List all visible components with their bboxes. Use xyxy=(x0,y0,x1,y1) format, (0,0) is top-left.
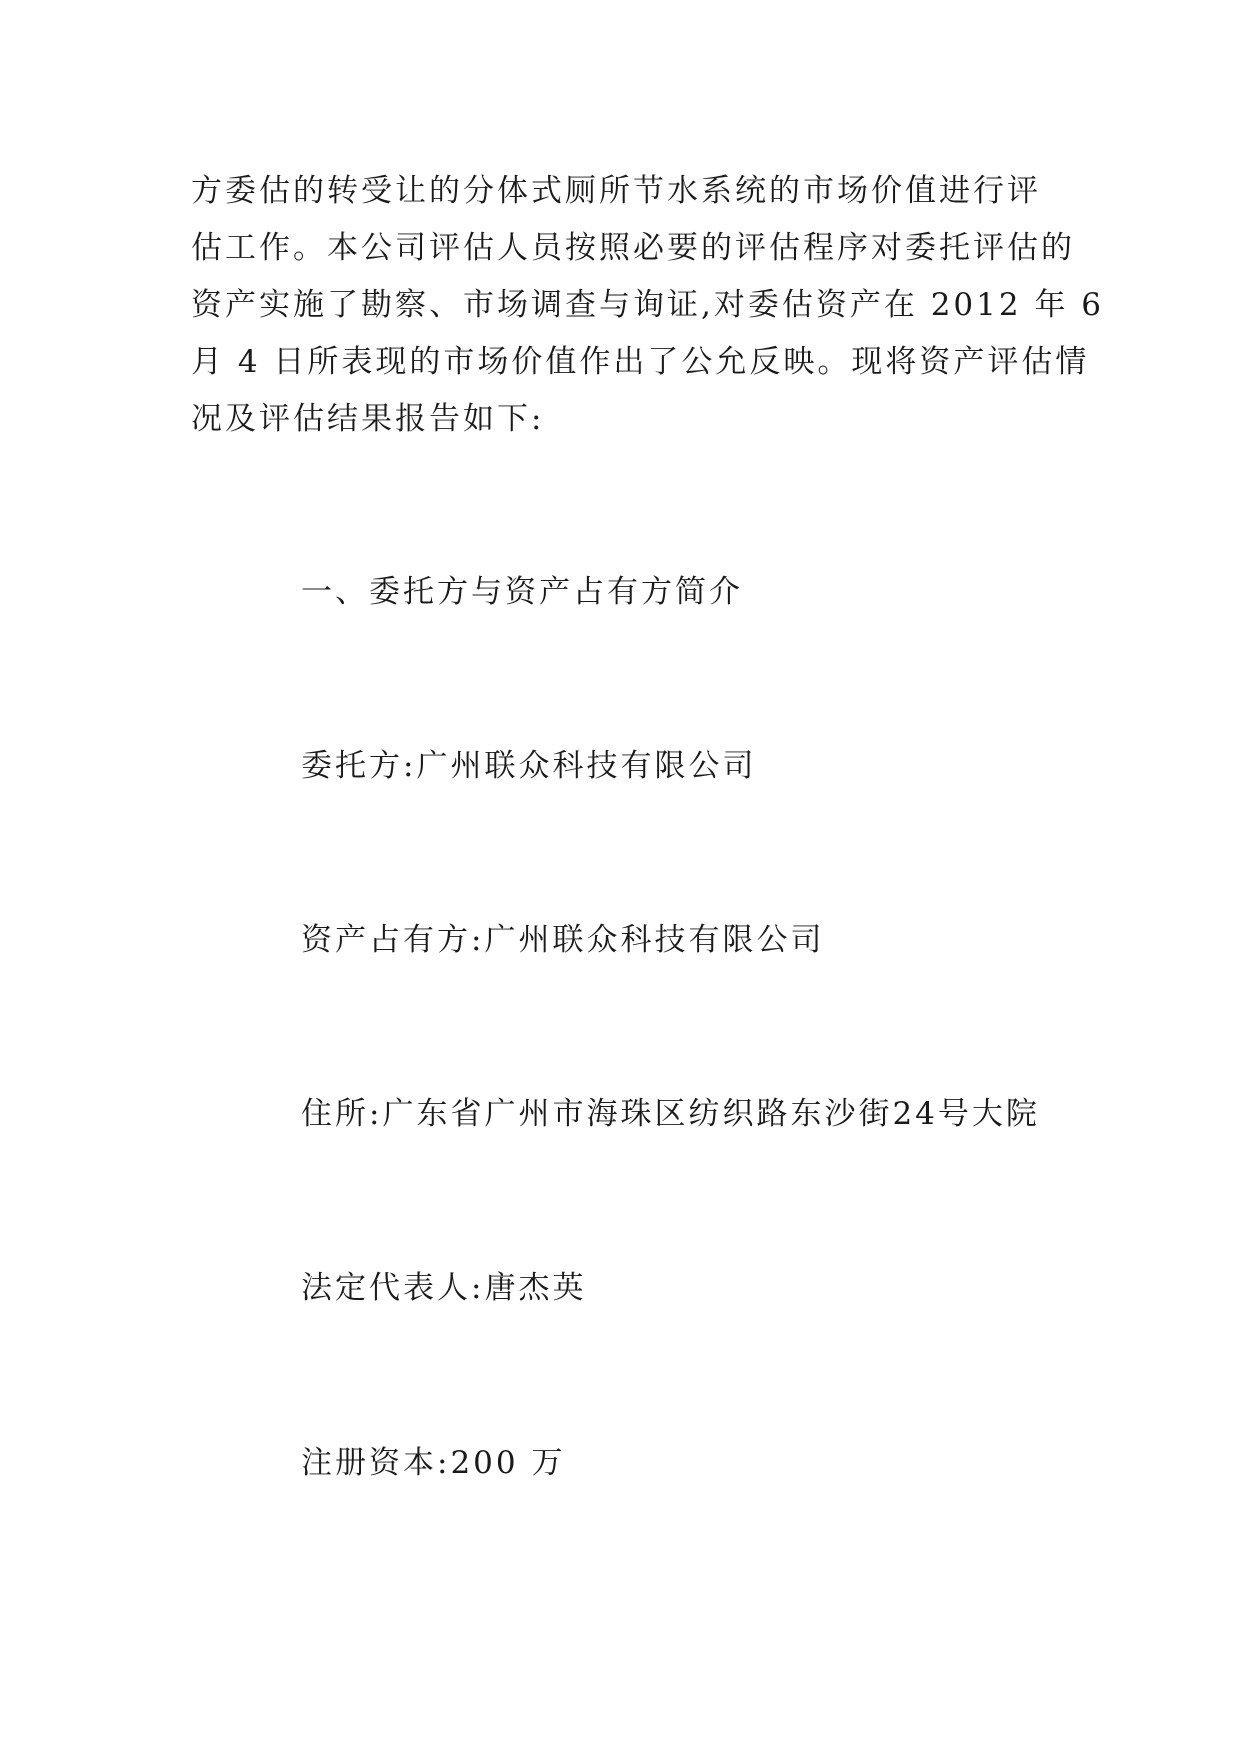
legal-representative: 法定代表人:唐杰英 xyxy=(301,1270,587,1306)
asset-holder: 资产占有方:广州联众科技有限公司 xyxy=(301,922,825,958)
intro-paragraph xyxy=(191,163,1105,448)
address: 住所:广东省广州市海珠区纺织路东沙街24号大院 xyxy=(301,1096,1040,1132)
paragraph-line: 方委估的转受让的分体式厕所节水系统的市场价值进行评 xyxy=(191,173,1041,209)
entrusting-party: 委托方:广州联众科技有限公司 xyxy=(301,748,757,784)
paragraph-line: 资产实施了勘察、市场调查与询证,对委估资产在 2012 年 6 xyxy=(191,287,1105,323)
paragraph-line: 况及评估结果报告如下: xyxy=(191,401,545,437)
section-heading: 一、委托方与资产占有方简介 xyxy=(301,574,743,610)
registered-capital: 注册资本:200 万 xyxy=(301,1445,566,1481)
paragraph-line: 月 4 日所表现的市场价值作出了公允反映。现将资产评估情 xyxy=(191,344,1090,380)
paragraph-line: 估工作。本公司评估人员按照必要的评估程序对委托评估的 xyxy=(191,230,1075,266)
